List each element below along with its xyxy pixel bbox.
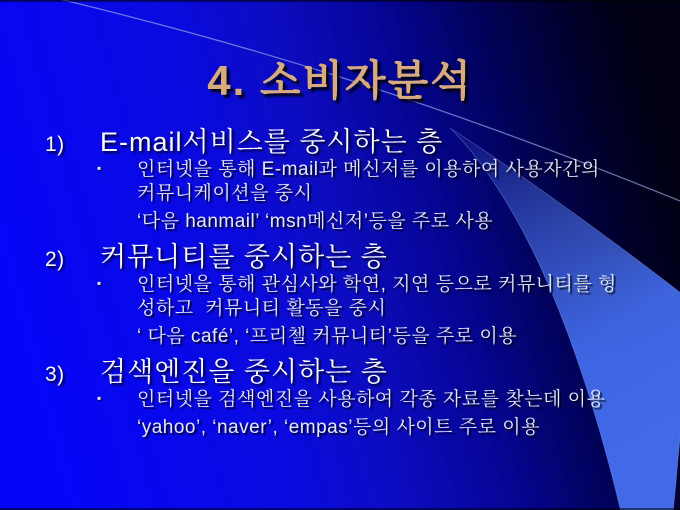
section-number: 1) [45,133,65,156]
bullet-text [137,388,605,440]
slide-title: 4. 소비자분석 [207,57,473,104]
section-heading-row [45,120,443,159]
bullet-text [137,158,600,234]
square-bullet-icon: ▪ [97,391,102,405]
quote-line: ‘다음 hanmail’ ‘msn메신저’등을 주로 사용 [137,211,494,232]
section-number: 2) [45,248,65,271]
section-body [96,273,617,349]
section-body [96,388,605,440]
square-bullet-icon: ▪ [97,276,102,290]
section-heading: 커뮤니티를 중시하는 층 [100,242,388,272]
top-edge-strip [0,0,680,2]
bullet-text-line: 인터넷을 검색엔진을 사용하여 각종 자료를 찾는데 이용 [137,389,606,410]
quote-line: ‘ 다음 café’, ‘프리첼 커뮤니티’등을 주로 이용 [137,326,518,347]
section-heading-row [45,350,388,389]
bullet-text-line: 인터넷을 통해 관심사와 학연, 지연 등으로 커뮤니티를 형 [137,274,617,295]
section-number: 3) [45,363,65,386]
section-heading-row [45,235,388,274]
bullet-text-line: 커뮤니케이션을 중시 [137,183,313,204]
bullet-text [137,273,617,349]
quote-line: ‘yahoo’, ‘naver’, ‘empas’등의 사이트 주로 이용 [137,417,540,438]
square-bullet-icon: ▪ [97,161,102,175]
section-heading: E-mail서비스를 중시하는 층 [100,127,444,157]
section-body [96,158,600,234]
bullet-text-line: 인터넷을 통해 E-mail과 메신저를 이용하여 사용자간의 [137,159,600,180]
bullet-text-line: 성하고 커뮤니티 활동을 중시 [137,298,387,319]
section-heading: 검색엔진을 중시하는 층 [100,357,388,387]
